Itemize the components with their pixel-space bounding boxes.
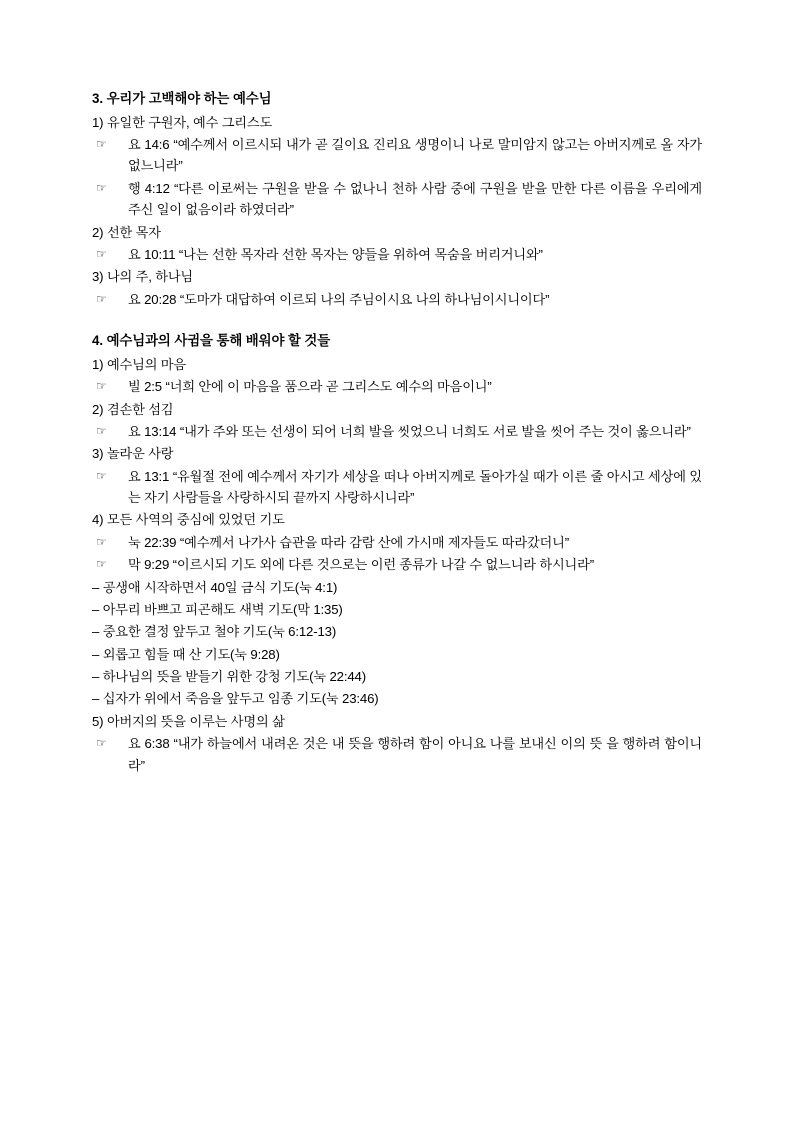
list-item: 5) 아버지의 뜻을 이루는 사명의 삶 <box>92 713 285 729</box>
list-item: – 하나님의 뜻을 받들기 위한 강청 기도(눅 22:44) <box>92 669 366 685</box>
scripture-quote <box>92 134 702 177</box>
pointing-hand-icon: ☞ <box>96 246 107 261</box>
list-item: 1) 예수님의 마음 <box>92 356 186 372</box>
scripture-quote <box>92 532 702 553</box>
scripture-quote <box>92 554 702 575</box>
scripture-text: 요 13:14 “내가 주와 또는 선생이 되어 너희 발을 씻었으니 너희도 서로 발을 씻어 주는 것이 옳으니라” <box>128 423 691 439</box>
section-heading: 4. 예수님과의 사귐을 통해 배워야 할 것들 <box>92 333 331 349</box>
document-section <box>92 330 702 776</box>
pointing-hand-icon: ☞ <box>96 180 107 195</box>
pointing-hand-icon: ☞ <box>96 423 107 438</box>
pointing-hand-icon: ☞ <box>96 137 107 152</box>
pointing-hand-icon: ☞ <box>96 557 107 572</box>
scripture-quote <box>92 178 702 221</box>
section-heading: 3. 우리가 고백해야 하는 예수님 <box>92 91 272 106</box>
scripture-text: 요 14:6 “예수께서 이르시되 내가 곧 길이요 진리요 생명이니 나로 말미암지 않고는 아버지께로 올 자가 없느니라” <box>128 137 702 174</box>
scripture-text: 요 13:1 “유월절 전에 예수께서 자기가 세상을 떠나 아버지께로 돌아가실 때가 이른 줄 아시고 세상에 있는 자기 사람들을 사랑하시되 끝까지 사랑하시니라” <box>128 468 702 506</box>
pointing-hand-icon: ☞ <box>96 534 107 549</box>
scripture-quote <box>92 733 702 776</box>
scripture-text: 요 20:28 “도마가 대답하여 이르되 나의 주님이시요 나의 하나님이시니이다” <box>128 291 550 307</box>
section-spacer <box>92 311 702 330</box>
scripture-text: 요 6:38 “내가 하늘에서 내려온 것은 내 뜻을 행하려 함이 아니요 나를 보내신 이의 뜻 을 행하려 함이니라” <box>128 736 702 773</box>
list-item: 2) 선한 목자 <box>92 224 161 240</box>
scripture-text: 행 4:12 “다른 이로써는 구원을 받을 수 없나니 천하 사람 중에 구원을 받을 만한 다른 이름을 우리에게 주신 일이 없음이라 하였더라” <box>128 180 702 218</box>
scripture-text: 빌 2:5 “너희 안에 이 마음을 품으라 곧 그리스도 예수의 마음이니” <box>128 379 492 395</box>
list-item: – 십자가 위에서 죽음을 앞두고 임종 기도(눅 23:46) <box>92 691 379 707</box>
pointing-hand-icon: ☞ <box>96 291 107 306</box>
list-item: 3) 놀라운 사랑 <box>92 446 174 462</box>
list-item: 2) 겸손한 섬김 <box>92 401 174 417</box>
pointing-hand-icon: ☞ <box>96 379 107 394</box>
document-section <box>92 88 702 310</box>
scripture-quote <box>92 421 702 442</box>
pointing-hand-icon: ☞ <box>96 468 107 483</box>
pointing-hand-icon: ☞ <box>96 736 107 751</box>
list-item: – 중요한 결정 앞두고 철야 기도(눅 6:12-13) <box>92 624 337 640</box>
list-item: – 아무리 바쁘고 피곤해도 새벽 기도(막 1:35) <box>92 601 343 617</box>
scripture-text: 눅 22:39 “예수께서 나가사 습관을 따라 감람 산에 가시매 제자들도 따라갔더니” <box>128 534 569 550</box>
scripture-quote <box>92 376 702 397</box>
list-item: – 공생애 시작하면서 40일 금식 기도(눅 4:1) <box>92 579 338 595</box>
scripture-quote <box>92 466 702 509</box>
list-item: 4) 모든 사역의 중심에 있었던 기도 <box>92 512 285 528</box>
list-item: – 외롭고 힘들 때 산 기도(눅 9:28) <box>92 646 280 662</box>
scripture-text: 요 10:11 “나는 선한 목자라 선한 목자는 양들을 위하여 목숨을 버리거니와” <box>128 246 543 262</box>
list-item: 1) 유일한 구원자, 예수 그리스도 <box>92 114 273 130</box>
list-item: 3) 나의 주, 하나님 <box>92 269 194 285</box>
scripture-quote <box>92 289 702 310</box>
document-body <box>92 88 702 776</box>
scripture-text: 막 9:29 “이르시되 기도 외에 다른 것으로는 이런 종류가 나갈 수 없느니라 하시니라” <box>128 557 594 573</box>
scripture-quote <box>92 244 702 265</box>
